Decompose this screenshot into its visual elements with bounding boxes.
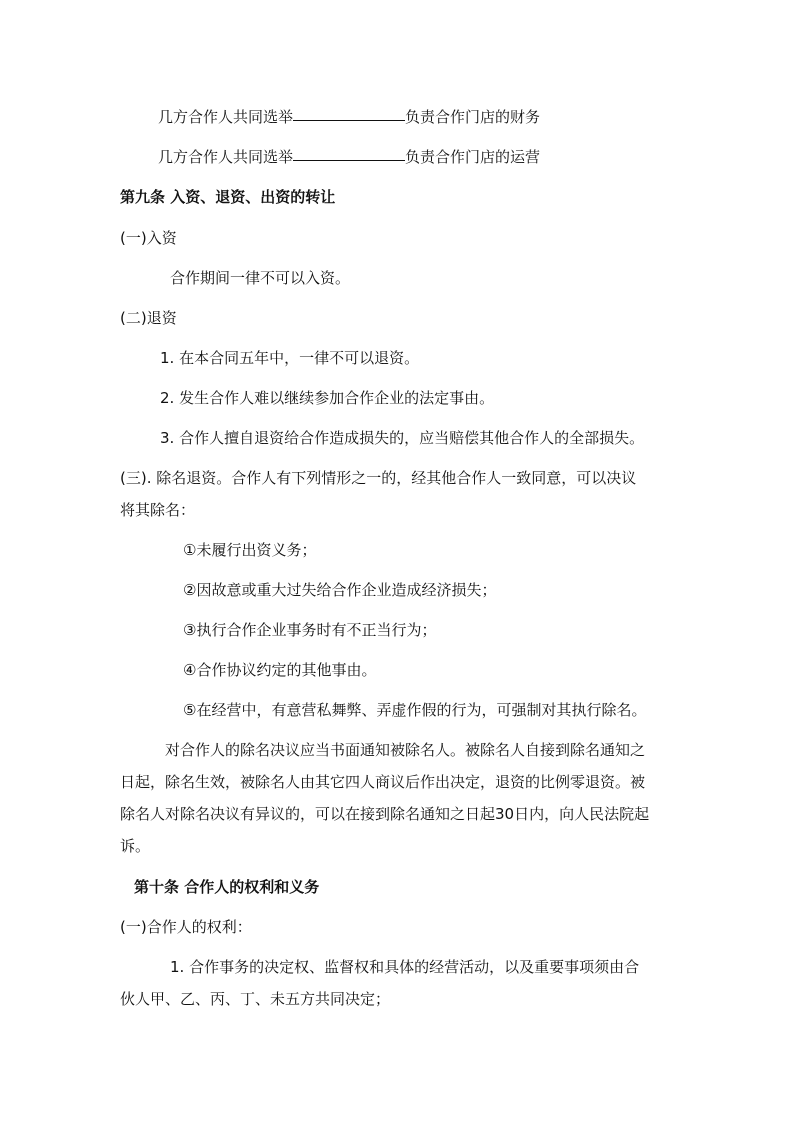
- article9-s1-text: 合作期间一律不可以入资。: [170, 269, 351, 287]
- article9-s3-item: ⑤在经营中，有意营私舞弊、弄虚作假的行为，可强制对其执行除名。: [183, 701, 647, 719]
- article10-item1-line: 伙人甲、乙、丙、丁、未五方共同决定；: [120, 990, 391, 1008]
- article9-s2-item: 2. 发生合作人难以继续参加合作企业的法定事由。: [160, 389, 495, 407]
- article9-s3-item: ①未履行出资义务；: [183, 541, 317, 559]
- blank-underline: [293, 119, 405, 121]
- article9-s3-item: ③执行合作企业事务时有不正当行为；: [183, 621, 437, 639]
- article9-paragraph-line: 日起，除名生效，被除名人由其它四人商议后作出决定，退资的比例零退资。被: [120, 773, 646, 791]
- article9-s3-item: ④合作协议约定的其他事由。: [183, 661, 377, 679]
- election-finance-after: 负责合作门店的财务: [405, 108, 541, 126]
- election-operation-before: 几方合作人共同选举: [158, 148, 294, 166]
- article10-title: 第十条 合作人的权利和义务: [134, 878, 320, 896]
- article9-s2-heading: (二)退资: [120, 309, 177, 327]
- election-finance-before: 几方合作人共同选举: [158, 108, 294, 126]
- article9-paragraph-line: 诉。: [120, 837, 151, 855]
- election-operation-after: 负责合作门店的运营: [405, 148, 541, 166]
- election-finance-line: [158, 107, 540, 127]
- blank-underline: [293, 159, 405, 161]
- article9-s3-item: ②因故意或重大过失给合作企业造成经济损失；: [183, 581, 497, 599]
- article9-paragraph-line: 除名人对除名决议有异议的，可以在接到除名通知之日起30日内，向人民法院起: [120, 805, 650, 823]
- article10-item1-line: 1. 合作事务的决定权、监督权和具体的经营活动，以及重要事项须由合: [170, 958, 640, 976]
- article9-title: 第九条 入资、退资、出资的转让: [120, 188, 336, 206]
- article9-s3-line: 将其除名：: [120, 501, 196, 519]
- article9-s1-heading: (一)入资: [120, 229, 177, 247]
- article9-paragraph-line: 对合作人的除名决议应当书面通知被除名人。被除名人自接到除名通知之: [165, 741, 646, 759]
- election-operation-line: [158, 147, 540, 167]
- article9-s3-line: (三). 除名退资。合作人有下列情形之一的，经其他合作人一致同意，可以决议: [120, 469, 637, 487]
- article9-s2-item: 3. 合作人擅自退资给合作造成损失的，应当赔偿其他合作人的全部损失。: [160, 429, 645, 447]
- article9-s2-item: 1. 在本合同五年中，一律不可以退资。: [160, 349, 420, 367]
- article10-s1-heading: (一)合作人的权利：: [120, 918, 252, 936]
